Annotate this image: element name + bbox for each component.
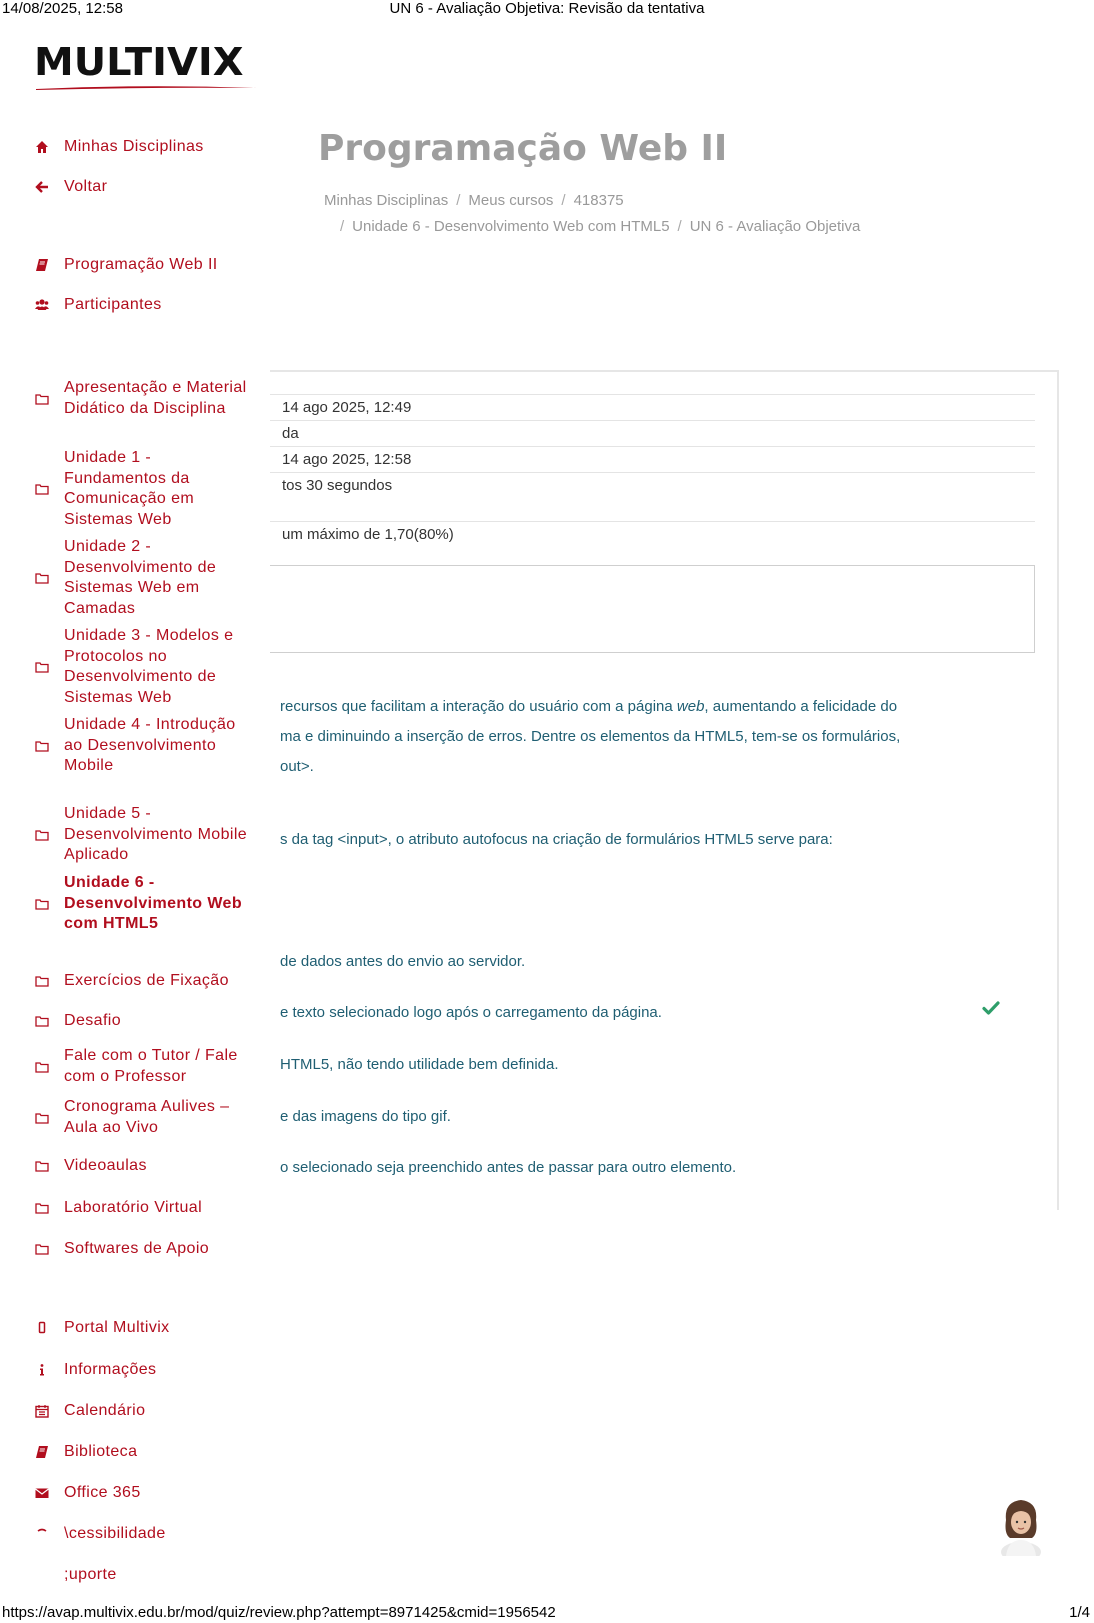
accessibility-icon <box>34 1526 50 1542</box>
sidebar-item-suporte[interactable] <box>34 1565 254 1586</box>
sidebar-item-label: Unidade 4 - Introdução ao Desenvolvimento Mobile <box>64 716 236 774</box>
sidebar-item-biblioteca[interactable] <box>34 1442 254 1463</box>
arrow-left-icon <box>34 179 50 195</box>
sidebar-item-label: Unidade 5 - Desenvolvimento Mobile Aplicado <box>64 805 248 863</box>
sidebar-item-label: Participantes <box>64 296 162 313</box>
sidebar-item-label: Informações <box>64 1361 157 1378</box>
sidebar-item-calendario[interactable] <box>34 1401 254 1422</box>
print-title: UN 6 - Avaliação Objetiva: Revisão da tentativa <box>389 0 705 17</box>
folder-icon <box>34 973 50 989</box>
sidebar-section-fale-com-tutor[interactable] <box>34 1046 254 1087</box>
folder-icon <box>34 738 50 754</box>
sidebar-item-label: ;uporte <box>64 1566 117 1583</box>
print-footer <box>0 1604 1094 1622</box>
sidebar-section-cronograma[interactable] <box>34 1097 254 1138</box>
summary-time <box>270 472 1035 521</box>
folder-icon <box>34 827 50 843</box>
answer-option-c[interactable]: HTML5, não tendo utilidade bem definida. <box>280 1056 559 1073</box>
question-intro-line1b: , aumentando a felicidade do <box>704 698 898 715</box>
breadcrumb-unidade-6[interactable]: Unidade 6 - Desenvolvimento Web com HTML5 <box>352 218 670 235</box>
correct-check-icon <box>982 1000 1000 1016</box>
summary-grade <box>270 521 1035 547</box>
folder-icon <box>34 1059 50 1075</box>
sidebar-item-portal[interactable] <box>34 1318 254 1339</box>
sidebar <box>0 0 270 1600</box>
sidebar-item-label: Programação Web II <box>64 256 218 273</box>
sidebar-section-unidade-6[interactable] <box>34 873 254 935</box>
sidebar-section-apresentacao[interactable] <box>34 378 254 419</box>
summary-grade-value: um máximo de 1,70(80%) <box>282 526 454 543</box>
sidebar-item-label: Office 365 <box>64 1484 141 1501</box>
sidebar-item-label: Softwares de Apoio <box>64 1240 210 1257</box>
answer-option-a[interactable]: de dados antes do envio ao servidor. <box>280 953 526 970</box>
sidebar-item-label: Biblioteca <box>64 1443 138 1460</box>
sidebar-item-label: Laboratório Virtual <box>64 1199 203 1216</box>
breadcrumb-minhas-disciplinas[interactable]: Minhas Disciplinas <box>324 192 449 209</box>
print-url: https://avap.multivix.edu.br/mod/quiz/review.php?attempt=8971425&cmid=1956542 <box>2 1604 556 1621</box>
folder-icon <box>34 659 50 675</box>
summary-completed <box>270 446 1035 472</box>
answer-option-b[interactable]: e texto selecionado logo após o carregamento da página. <box>280 1004 662 1021</box>
summary-time-value: tos 30 segundos <box>282 477 393 494</box>
question-intro-line1a: recursos que facilitam a interação do usuário com a página <box>280 698 677 715</box>
folder-icon <box>34 1158 50 1174</box>
sidebar-item-label: Videoaulas <box>64 1157 147 1174</box>
sidebar-item-label: Desafio <box>64 1012 122 1029</box>
summary-state-value: da <box>282 425 299 442</box>
breadcrumb-avaliacao[interactable]: UN 6 - Avaliação Objetiva <box>689 218 861 235</box>
sidebar-item-voltar[interactable] <box>34 177 254 198</box>
print-date: 14/08/2025, 12:58 <box>2 0 123 17</box>
sidebar-item-course[interactable] <box>34 255 254 276</box>
sidebar-section-unidade-3[interactable] <box>34 626 254 708</box>
calendar-icon <box>34 1403 50 1419</box>
sidebar-item-label: Minhas Disciplinas <box>64 138 204 155</box>
sidebar-item-label: Cronograma Aulives – Aula ao Vivo <box>64 1098 230 1136</box>
question-prompt: s da tag <input>, o atributo autofocus na criação de formulários HTML5 serve para: <box>280 831 833 848</box>
print-page-number: 1/4 <box>1069 1604 1090 1621</box>
logo-text: MULTIVIX <box>34 40 244 84</box>
sidebar-item-participantes[interactable] <box>34 295 254 316</box>
sidebar-item-minhas-disciplinas[interactable] <box>34 137 254 158</box>
question-intro-line3: out>. <box>280 758 314 775</box>
question-intro-web: web <box>676 698 705 715</box>
sidebar-item-label: Exercícios de Fixação <box>64 972 229 989</box>
feedback-box <box>270 565 1035 653</box>
sidebar-section-unidade-4[interactable] <box>34 715 254 777</box>
sidebar-item-label: Voltar <box>64 178 108 195</box>
answer-option-e[interactable]: o selecionado seja preenchido antes de passar para outro elemento. <box>280 1159 737 1176</box>
sidebar-section-videoaulas[interactable] <box>34 1156 254 1177</box>
sidebar-item-label: Unidade 2 - Desenvolvimento de Sistemas Web em Camadas <box>64 538 217 617</box>
sidebar-item-acessibilidade[interactable] <box>34 1524 254 1545</box>
folder-icon <box>34 1013 50 1029</box>
summary-started <box>270 394 1035 420</box>
home-icon <box>34 139 50 155</box>
summary-started-value: 14 ago 2025, 12:49 <box>282 399 412 416</box>
folder-icon <box>34 481 50 497</box>
info-icon <box>34 1362 50 1378</box>
folder-icon <box>34 570 50 586</box>
folder-icon <box>34 896 50 912</box>
summary-state <box>270 420 1035 446</box>
sidebar-section-unidade-1[interactable] <box>34 448 254 530</box>
mobile-icon <box>34 1320 50 1336</box>
page-title: Programação Web II <box>318 128 728 169</box>
breadcrumb: Minhas Disciplinas / Meus cursos / 418375 / Unidade 6 - Desenvolvimento Web com HTML5 / UN 6 - Avaliação Objetiva <box>324 192 861 235</box>
sidebar-item-label: Unidade 1 - Fundamentos da Comunicação em Sistemas Web <box>64 449 195 528</box>
users-icon <box>34 297 50 313</box>
sidebar-item-label: Unidade 3 - Modelos e Protocolos no Desenvolvimento de Sistemas Web <box>64 627 234 706</box>
sidebar-item-label: Fale com o Tutor / Fale com o Professor <box>64 1047 238 1085</box>
sidebar-item-label: Unidade 6 - Desenvolvimento Web com HTML5 <box>64 874 243 932</box>
assistant-avatar[interactable] <box>996 1496 1046 1556</box>
breadcrumb-course-id[interactable]: 418375 <box>573 192 624 209</box>
avatar-icon <box>996 1496 1046 1556</box>
sidebar-section-unidade-2[interactable] <box>34 537 254 619</box>
sidebar-item-label: \cessibilidade <box>64 1525 166 1542</box>
support-icon <box>34 1567 50 1583</box>
envelope-icon <box>34 1485 50 1501</box>
question-intro-line2: ma e diminuindo a inserção de erros. Dentre os elementos da HTML5, tem-se os formulários, <box>280 728 901 745</box>
summary-completed-value: 14 ago 2025, 12:58 <box>282 451 412 468</box>
sidebar-item-label: Portal Multivix <box>64 1319 170 1336</box>
sidebar-section-desafio[interactable] <box>34 1011 254 1032</box>
folder-icon <box>34 1200 50 1216</box>
answer-option-d[interactable]: e das imagens do tipo gif. <box>280 1108 451 1125</box>
sidebar-item-office365[interactable] <box>34 1483 254 1504</box>
breadcrumb-meus-cursos[interactable]: Meus cursos <box>468 192 554 209</box>
attempt-summary <box>270 394 1035 547</box>
folder-icon <box>34 1110 50 1126</box>
sidebar-item-label: Calendário <box>64 1402 146 1419</box>
sidebar-section-unidade-5[interactable] <box>34 804 254 866</box>
folder-icon <box>34 1241 50 1257</box>
sidebar-section-softwares[interactable] <box>34 1239 254 1260</box>
sidebar-item-informacoes[interactable] <box>34 1360 254 1381</box>
question-intro <box>280 692 1015 782</box>
folder-icon <box>34 391 50 407</box>
sidebar-item-label: Apresentação e Material Didático da Disciplina <box>64 379 247 417</box>
book-icon <box>34 257 50 273</box>
sidebar-section-exercicios[interactable] <box>34 971 254 992</box>
book-icon <box>34 1444 50 1460</box>
sidebar-section-laboratorio[interactable] <box>34 1198 254 1219</box>
